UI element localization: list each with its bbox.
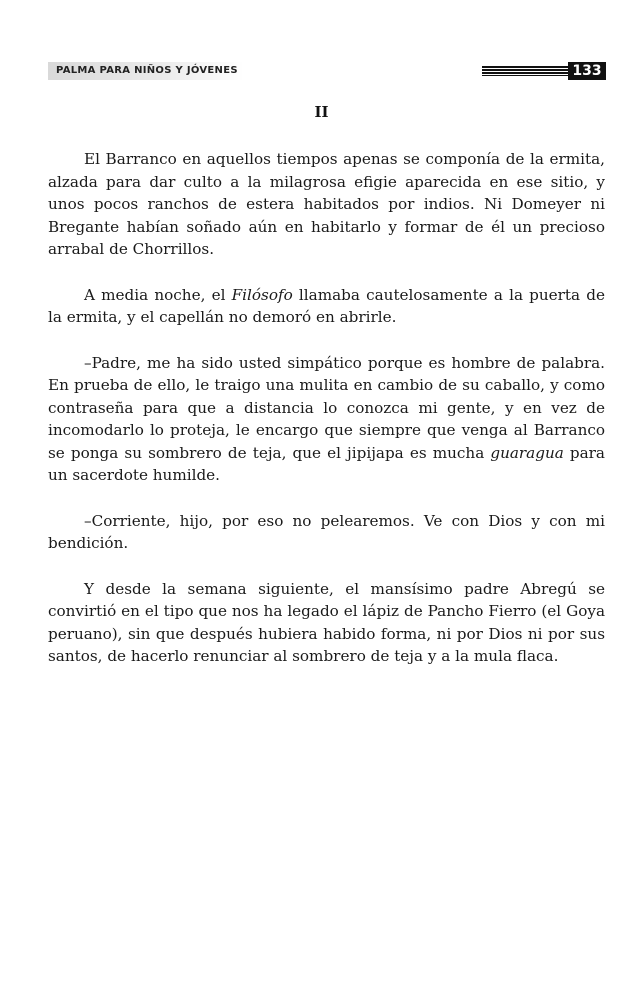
italic-guaragua: guaragua <box>490 443 564 462</box>
paragraph-1: El Barranco en aquellos tiempos apenas se componía de la ermita, alzada para dar culto a la milagrosa efigie aparecida en ese sitio, y unos pocos ranchos de estera habitados por indios. Ni Domeyer ni Bregante habían soñado aún en habitarlo y formar de él un precioso arrabal de Chorrillos. <box>48 150 605 258</box>
paragraph-3-end: para un sacerdote humilde. <box>48 443 605 484</box>
chapter-heading: II <box>314 103 329 121</box>
paragraph-4: –Corriente, hijo, por eso no pelearemos. Ve con Dios y con mi bendición. <box>48 511 605 552</box>
paragraph-3 <box>48 352 605 487</box>
paragraph-3-start: –Padre, me ha sido usted simpático porque es hombre de palabra. En prueba de ello, le traigo una mulita en cambio de su caballo, y como contraseña para que a distancia lo conozca mi gente, y en vez de incomodarlo lo proteja, le encargo que siempre que venga al Barranco se ponga su sombrero de teja, que el jipijapa es mucha <box>48 353 605 462</box>
header-rule-lines <box>482 66 572 76</box>
body-text <box>48 148 605 668</box>
page-number: 133 <box>568 62 606 80</box>
paragraph-2-start: A media noche, el <box>84 285 232 304</box>
paragraph-5: Y desde la semana siguiente, el mansísimo padre Abregú se convirtió en el tipo que nos ha legado el lápiz de Pancho Fierro (el Goya peruano), sin que después hubiera habido forma, ni por Dios ni por sus santos, de hacerlo renunciar al sombrero de teja y a la mula flaca. <box>48 579 605 665</box>
paragraph-2-end: llamaba cautelosamente a la puerta de la ermita, y el capellán no demoró en abrirle. <box>48 285 605 326</box>
paragraph-2 <box>48 284 605 329</box>
running-header <box>48 62 606 82</box>
running-title: PALMA PARA NIÑOS Y JÓVENES <box>48 62 244 80</box>
italic-filosofo: Filósofo <box>231 285 293 304</box>
